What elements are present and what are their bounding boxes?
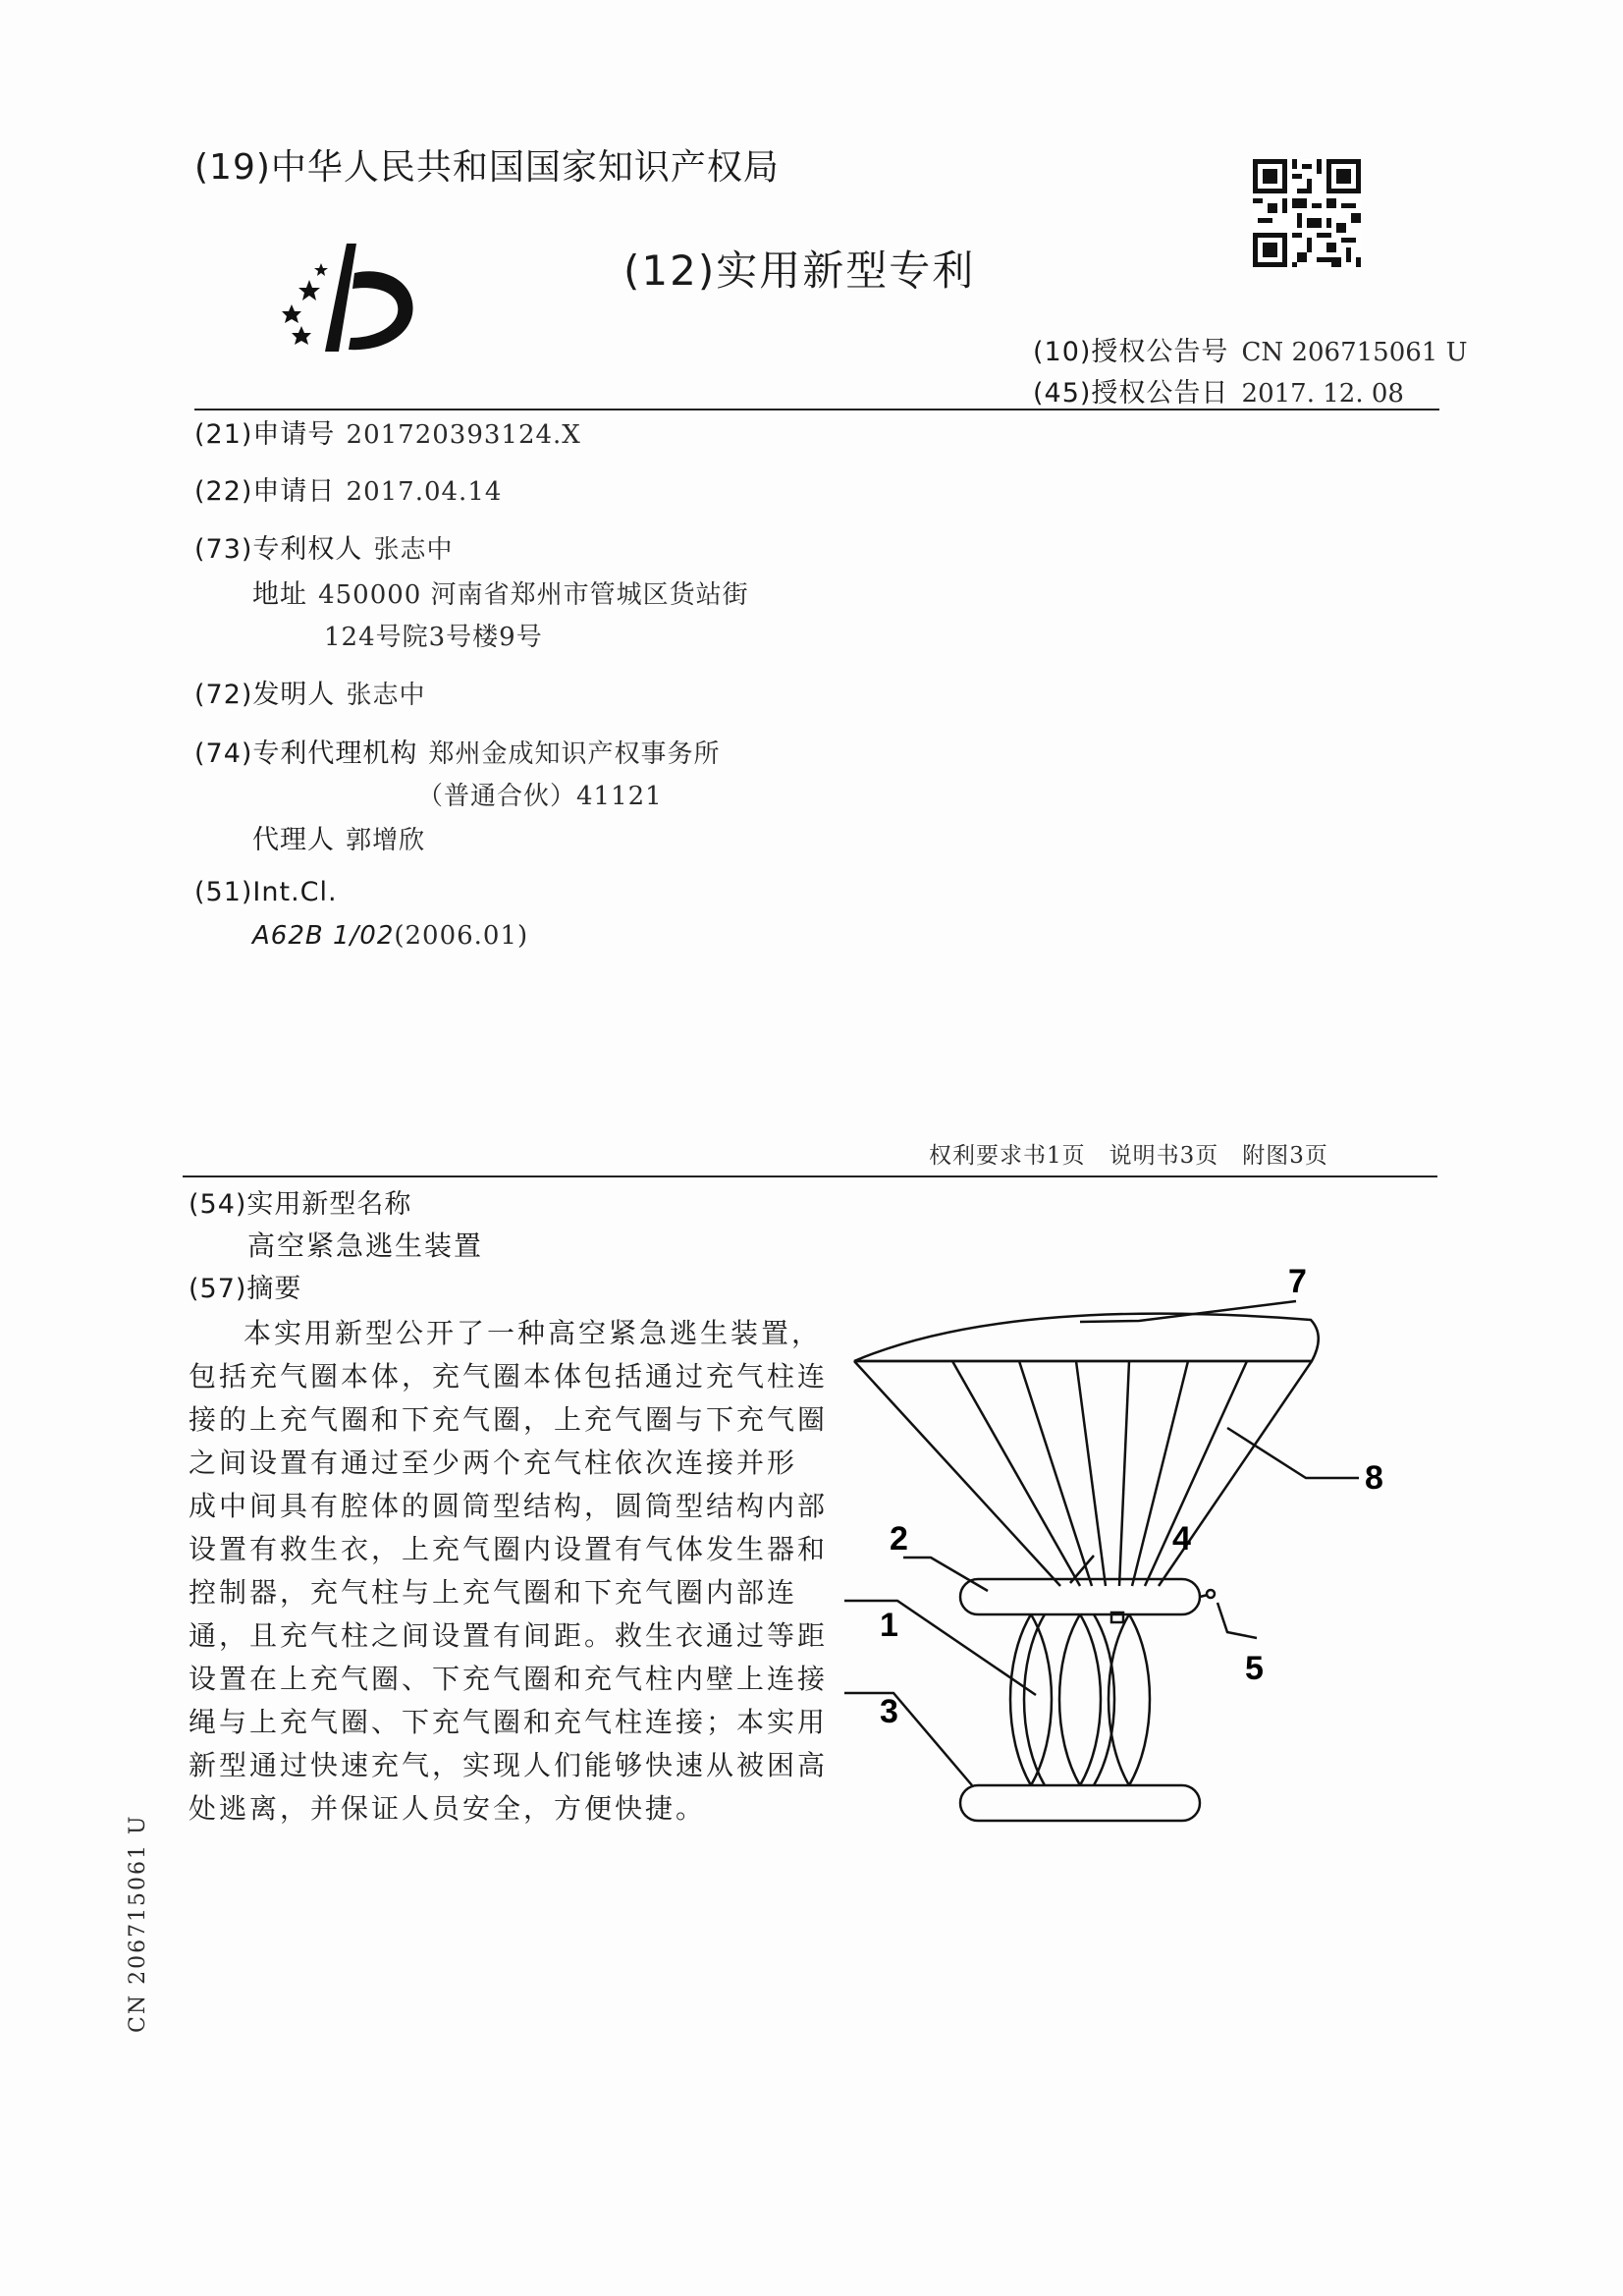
filing-date-row — [194, 469, 502, 508]
inventor: 张志中 — [346, 681, 426, 710]
address-line-2: 124号院3号楼9号 — [324, 623, 543, 652]
abstract-line: 设置有救生衣，上充气圈内设置有气体发生器和 — [189, 1533, 829, 1565]
address-row — [252, 573, 749, 611]
cnipa-logo-icon — [270, 236, 427, 358]
abstract-line: 之间设置有通过至少两个充气柱依次连接并形 — [189, 1447, 798, 1479]
address-line-1: 450000 河南省郑州市管城区货站街 — [318, 580, 749, 610]
application-number: 201720393124.X — [346, 420, 581, 450]
ipc-code: A62B 1/02 — [252, 921, 395, 951]
application-number-row — [194, 412, 581, 451]
patentee: 张志中 — [373, 535, 454, 565]
agent: 郭增欣 — [346, 826, 426, 855]
agent-row — [252, 818, 425, 856]
figure-label-1: 1 — [880, 1607, 898, 1644]
abstract-line: 本实用新型公开了一种高空紧急逃生装置， — [243, 1317, 823, 1349]
abstract-line: 处逃离，并保证人员安全，方便快捷。 — [189, 1792, 707, 1825]
ipc-label: (51)Int.Cl. — [194, 877, 338, 907]
abstract-line: 成中间具有腔体的圆筒型结构，圆筒型结构内部 — [189, 1490, 829, 1522]
abstract-line: 设置在上充气圈、下充气圈和充气柱内壁上连接 — [189, 1663, 829, 1695]
abstract-line: 通，且充气柱之间设置有间距。救生衣通过等距 — [189, 1619, 829, 1652]
agency-label: (74)专利代理机构 — [194, 738, 418, 769]
publication-number-label: (10)授权公告号 — [1033, 337, 1229, 367]
qr-code-icon — [1253, 159, 1361, 267]
abstract-label: (57)摘要 — [189, 1274, 302, 1304]
figure-label-8: 8 — [1365, 1459, 1383, 1497]
address-label: 地址 — [252, 579, 307, 610]
agent-label: 代理人 — [252, 825, 335, 855]
publication-date: 2017. 12. 08 — [1241, 379, 1404, 409]
figure-label-7: 7 — [1288, 1267, 1307, 1300]
title-label: (54)实用新型名称 — [189, 1189, 412, 1220]
patentee-label: (73)专利权人 — [194, 534, 363, 565]
ipc-row — [252, 921, 528, 951]
office-name: (19)中华人民共和国国家知识产权局 — [194, 147, 780, 188]
header-divider — [194, 409, 1439, 410]
abstract-line: 包括充气圈本体，充气圈本体包括通过充气柱连 — [189, 1360, 829, 1393]
inventor-row — [194, 673, 426, 711]
publication-date-row — [1033, 371, 1404, 410]
filing-date: 2017.04.14 — [346, 477, 503, 507]
abstract-line: 新型通过快速充气，实现人们能够快速从被困高 — [189, 1749, 829, 1781]
device-drawing — [835, 1267, 1443, 1846]
side-publication-number: CN 206715061 U — [126, 1814, 150, 2033]
publication-date-label: (45)授权公告日 — [1033, 378, 1229, 409]
figure-label-3: 3 — [880, 1693, 898, 1730]
figure-label-5: 5 — [1245, 1650, 1264, 1687]
section-divider — [183, 1175, 1437, 1177]
agency-line-2: （普通合伙）41121 — [417, 782, 663, 811]
inventor-label: (72)发明人 — [194, 680, 336, 710]
abstract-line: 绳与上充气圈、下充气圈和充气柱连接；本实用 — [189, 1706, 829, 1738]
figure-label-4: 4 — [1172, 1520, 1191, 1558]
utility-model-title: 高空紧急逃生装置 — [247, 1230, 484, 1262]
abstract-line: 控制器，充气柱与上充气圈和下充气圈内部连 — [189, 1576, 798, 1609]
filing-date-label: (22)申请日 — [194, 476, 336, 507]
ipc-version: (2006.01) — [394, 921, 529, 951]
figure-label-2: 2 — [890, 1520, 908, 1558]
pages-info: 权利要求书1页 说明书3页 附图3页 — [929, 1143, 1328, 1169]
abstract-line: 接的上充气圈和下充气圈，上充气圈与下充气圈 — [189, 1403, 829, 1436]
document-kind: (12)实用新型专利 — [623, 246, 976, 295]
application-number-label: (21)申请号 — [194, 419, 336, 450]
lower-ring — [960, 1785, 1200, 1821]
publication-number-row — [1033, 330, 1468, 368]
agency-row — [194, 732, 721, 770]
patentee-row — [194, 527, 454, 566]
agency-line-1: 郑州金成知识产权事务所 — [428, 739, 721, 769]
publication-number: CN 206715061 U — [1241, 338, 1468, 367]
